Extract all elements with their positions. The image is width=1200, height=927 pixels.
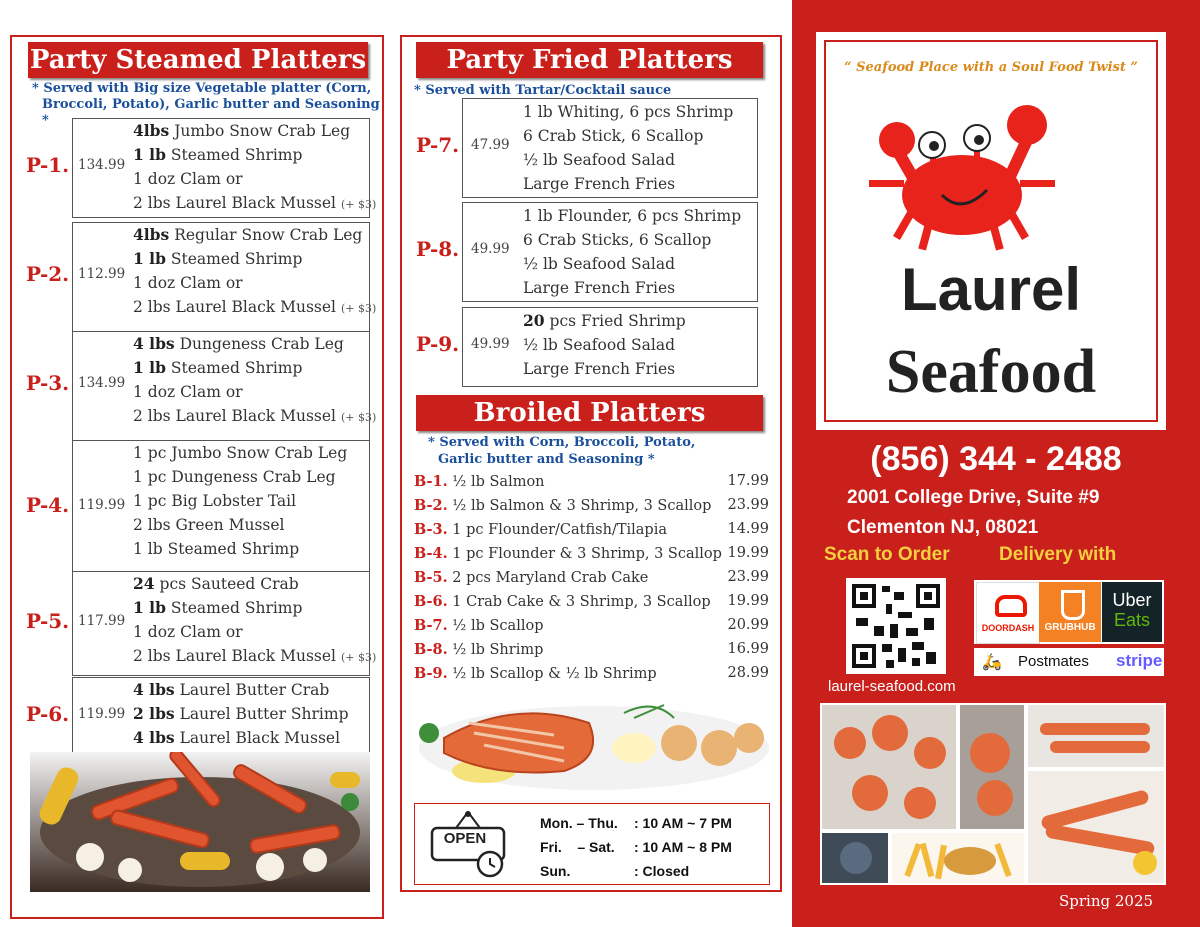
platter-line-text: Regular Snow Crab Leg: [174, 226, 363, 244]
broiled-code: B-4.: [414, 545, 448, 562]
delivery-logos: [974, 580, 1164, 644]
broiled-item: [414, 569, 769, 586]
platter-lines: [133, 223, 376, 321]
platter-line-text: 2 lbs Laurel Black Mussel: [133, 194, 337, 212]
postmates-icon: 🛵: [982, 652, 1002, 671]
platter-code: P-8.: [416, 237, 460, 261]
hours-days: Mon. – Thu.: [540, 815, 618, 831]
platter-line: [133, 726, 349, 750]
platter-line: [133, 404, 376, 430]
broiled-code: B-8.: [414, 641, 448, 658]
platter-line-text: 1 doz Clam or: [133, 170, 243, 188]
platter-lines: [523, 204, 741, 300]
platter-price: 117.99: [78, 612, 126, 629]
platter-price: 112.99: [78, 266, 126, 282]
platter-lines: [133, 119, 376, 217]
platter-line-text: 1 pc Jumbo Snow Crab Leg: [133, 444, 348, 462]
platter-code: P-1.: [26, 153, 70, 177]
broiled-code: B-1.: [414, 473, 448, 490]
broiled-price: 20.99: [727, 617, 769, 633]
platter-line-text: 2 lbs Green Mussel: [133, 516, 285, 534]
platter-line-qty: 1 lb: [133, 358, 166, 377]
broiled-item: [414, 641, 769, 658]
seafood-collage-photo: [820, 703, 1166, 885]
platter-price: 134.99: [78, 375, 126, 391]
platter-line: [133, 295, 376, 321]
broiled-name: 1 pc Flounder/Catfish/Tilapia: [452, 522, 667, 538]
platter-line: [133, 332, 376, 356]
platter-lines: [133, 441, 347, 561]
platter-line-text: 2 lbs Laurel Black Mussel: [133, 298, 337, 316]
platter-line: [523, 252, 741, 276]
platter-line: [133, 356, 376, 380]
platter-line: [523, 172, 733, 196]
broiled-price: 23.99: [727, 497, 769, 513]
platter-line-text: Steamed Shrimp: [170, 250, 303, 268]
hours-days: Fri. – Sat.: [540, 839, 615, 855]
doordash-icon: [995, 595, 1027, 617]
steamed-panel: [0, 0, 390, 927]
platter-price: 47.99: [471, 137, 510, 153]
platter-line-qty: 24: [133, 574, 155, 593]
platter-line-qty: 20: [523, 311, 545, 330]
steamed-note-line2: Broccoli, Potato), Garlic butter and Seasoning *: [42, 97, 380, 128]
platter-code: P-4.: [26, 493, 70, 517]
platter-line: [523, 204, 741, 228]
platter-line-text: Laurel Butter Crab: [179, 681, 330, 699]
platter-code: P-7.: [416, 133, 460, 157]
broiled-price: 16.99: [727, 641, 769, 657]
platter-line-text: 6 Crab Stick, 6 Scallop: [523, 127, 704, 145]
platter-line: [133, 644, 376, 670]
platter-line: [133, 271, 376, 295]
platter-line: [133, 537, 347, 561]
broiled-name: 1 pc Flounder & 3 Shrimp, 3 Scallop: [452, 546, 722, 562]
payment-logos: [974, 648, 1164, 676]
platter-line-qty: 1 lb: [133, 598, 166, 617]
broiled-note-line2: Garlic butter and Seasoning *: [438, 452, 655, 467]
platter-line-text: Large French Fries: [523, 175, 676, 193]
platter-line-qty: 4 lbs: [133, 334, 175, 353]
uber-label: Uber: [1112, 590, 1152, 610]
broiled-code: B-9.: [414, 665, 448, 682]
platter-line-text: 1 lb Steamed Shrimp: [133, 540, 300, 558]
platter-line: [133, 465, 347, 489]
platter-line-text: 1 pc Dungeness Crab Leg: [133, 468, 336, 486]
broiled-item: [414, 473, 769, 490]
platter-line-text: Large French Fries: [523, 279, 676, 297]
platter-line-text: 1 doz Clam or: [133, 623, 243, 641]
broiled-item: [414, 617, 769, 634]
platter-line-text: Dungeness Crab Leg: [179, 335, 344, 353]
open-sign-text: OPEN: [443, 830, 487, 847]
platter-line-text: Steamed Shrimp: [170, 599, 303, 617]
platter-price: 49.99: [471, 241, 510, 257]
platter-line-text: 1 lb Whiting, 6 pcs Shrimp: [523, 103, 734, 121]
address-line1: 2001 College Drive, Suite #9: [847, 487, 1100, 508]
platter-extra-charge: (+ $3): [340, 411, 377, 424]
platter-line: [523, 333, 686, 357]
broiled-code: B-3.: [414, 521, 448, 538]
ubereats-logo[interactable]: [1102, 582, 1162, 642]
qr-code[interactable]: [846, 578, 946, 674]
platter-line-text: 1 pc Big Lobster Tail: [133, 492, 297, 510]
hours-days: Sun.: [540, 863, 571, 879]
platter-line: [133, 620, 376, 644]
broiled-item: [414, 545, 769, 562]
platter-extra-charge: (+ $3): [340, 651, 377, 664]
platter-line-text: Steamed Shrimp: [170, 359, 303, 377]
platter-lines: [523, 309, 686, 381]
broiled-name: 2 pcs Maryland Crab Cake: [452, 570, 649, 586]
broiled-name: ½ lb Salmon & 3 Shrimp, 3 Scallop: [452, 498, 712, 514]
platter-line: [523, 276, 741, 300]
platter-price: 119.99: [78, 497, 126, 513]
broiled-name: ½ lb Scallop & ½ lb Shrimp: [452, 666, 657, 682]
brand-panel: [792, 0, 1200, 927]
crab-feast-photo: [30, 752, 370, 892]
platter-line: [133, 167, 376, 191]
platter-code: P-9.: [416, 332, 460, 356]
fried-panel: [392, 0, 790, 927]
platter-line-text: pcs Fried Shrimp: [549, 312, 686, 330]
platter-line-text: Jumbo Snow Crab Leg: [174, 122, 351, 140]
hours-time: : 10 AM ~ 8 PM: [634, 839, 732, 855]
platter-code: P-2.: [26, 262, 70, 286]
broiled-name: 1 Crab Cake & 3 Shrimp, 3 Scallop: [452, 594, 711, 610]
platter-line-text: Large French Fries: [523, 360, 676, 378]
hours-time: : Closed: [634, 863, 690, 879]
platter-line-text: 2 lbs Laurel Black Mussel: [133, 407, 337, 425]
broiled-price: 17.99: [727, 473, 769, 489]
broiled-name: ½ lb Scallop: [452, 618, 544, 634]
platter-code: P-5.: [26, 608, 70, 633]
tagline: “ Seafood Place with a Soul Food Twist ”: [844, 60, 1138, 75]
broiled-name: ½ lb Shrimp: [452, 642, 544, 658]
broiled-item: [414, 497, 769, 514]
website-link[interactable]: laurel-seafood.com: [828, 678, 956, 695]
platter-line-qty: 4 lbs: [133, 728, 175, 747]
platter-code: P-3.: [26, 371, 70, 395]
platter-price: 119.99: [78, 706, 126, 722]
platter-line: [133, 489, 347, 513]
crab-logo-icon: [862, 100, 1062, 255]
platter-line-qty: 1 lb: [133, 145, 166, 164]
platter-line: [133, 513, 347, 537]
platter-line: [523, 100, 733, 124]
broiled-code: B-2.: [414, 497, 448, 514]
platter-lines: [133, 572, 376, 670]
platter-line: [523, 357, 686, 381]
platter-line: [133, 441, 347, 465]
grubhub-icon: [1061, 590, 1085, 620]
platter-line: [523, 309, 686, 333]
platter-lines: [523, 100, 733, 196]
platter-line: [133, 247, 376, 271]
broiled-item: [414, 521, 769, 538]
platter-code: P-6.: [26, 702, 70, 726]
delivery-with-label: Delivery with: [999, 544, 1117, 565]
doordash-logo[interactable]: [976, 582, 1040, 644]
fried-note: * Served with Tartar/Cocktail sauce: [414, 83, 672, 98]
platter-line-text: 1 doz Clam or: [133, 274, 243, 292]
platter-line-qty: 4 lbs: [133, 680, 175, 699]
platter-line-text: Steamed Shrimp: [170, 146, 303, 164]
stripe-label: stripe: [1116, 651, 1163, 670]
platter-line: [133, 191, 376, 217]
platter-lines: [133, 678, 349, 750]
broiled-price: 19.99: [727, 545, 769, 561]
broiled-note-line1: * Served with Corn, Broccoli, Potato,: [428, 435, 696, 450]
broiled-price: 19.99: [727, 593, 769, 609]
platter-line-text: 1 lb Flounder, 6 pcs Shrimp: [523, 207, 742, 225]
scan-to-order-label: Scan to Order: [824, 544, 950, 565]
platter-line-text: ½ lb Seafood Salad: [523, 336, 676, 354]
platter-line: [133, 223, 376, 247]
broiled-price: 28.99: [727, 665, 769, 681]
platter-line: [133, 119, 376, 143]
platter-line: [133, 702, 349, 726]
brand-name-line1: Laurel: [900, 256, 1082, 323]
hours-time: : 10 AM ~ 7 PM: [634, 815, 732, 831]
platter-line: [133, 596, 376, 620]
eats-label: Eats: [1113, 610, 1151, 630]
season-label: Spring 2025: [1059, 892, 1154, 910]
broiled-price: 14.99: [727, 521, 769, 537]
platter-price: 134.99: [78, 157, 126, 173]
doordash-label: DOORDASH: [981, 623, 1035, 633]
platter-line: [133, 678, 349, 702]
platter-line: [523, 228, 741, 252]
address-line2: Clementon NJ, 08021: [847, 517, 1039, 538]
platter-line: [523, 148, 733, 172]
platter-line-text: 1 doz Clam or: [133, 383, 243, 401]
phone-number[interactable]: (856) 344 - 2488: [870, 440, 1122, 478]
platter-extra-charge: (+ $3): [340, 302, 377, 315]
platter-line: [133, 143, 376, 167]
platter-lines: [133, 332, 376, 430]
platter-line: [133, 572, 376, 596]
broiled-item: [414, 593, 769, 610]
platter-line-text: ½ lb Seafood Salad: [523, 151, 676, 169]
broiled-item: [414, 665, 769, 682]
broiled-code: B-7.: [414, 617, 448, 634]
platter-line-text: Laurel Butter Shrimp: [179, 705, 349, 723]
platter-extra-charge: (+ $3): [340, 198, 377, 211]
platter-line-text: 6 Crab Sticks, 6 Scallop: [523, 231, 712, 249]
grubhub-label: GRUBHUB: [1044, 622, 1096, 633]
salmon-scallop-photo: [414, 693, 774, 793]
broiled-title: Broiled Platters: [416, 395, 763, 431]
platter-line-qty: 2 lbs: [133, 704, 175, 723]
postmates-label: Postmates: [1018, 653, 1089, 670]
platter-line-text: Laurel Black Mussel: [179, 729, 341, 747]
broiled-code: B-6.: [414, 593, 448, 610]
platter-line: [133, 380, 376, 404]
platter-line: [523, 124, 733, 148]
platter-price: 49.99: [471, 336, 510, 352]
brand-name-line2: Seafood: [885, 338, 1097, 406]
platter-line-text: pcs Sauteed Crab: [159, 575, 299, 593]
grubhub-logo[interactable]: [1039, 582, 1101, 642]
platter-line-qty: 4lbs: [133, 121, 170, 140]
steamed-title: Party Steamed Platters: [28, 42, 368, 78]
fried-title: Party Fried Platters: [416, 42, 763, 78]
platter-line-text: 2 lbs Laurel Black Mussel: [133, 647, 337, 665]
broiled-name: ½ lb Salmon: [452, 474, 545, 490]
broiled-price: 23.99: [727, 569, 769, 585]
steamed-note-line1: * Served with Big size Vegetable platter (Corn,: [32, 81, 372, 96]
broiled-code: B-5.: [414, 569, 448, 586]
platter-line-text: ½ lb Seafood Salad: [523, 255, 676, 273]
platter-line-qty: 1 lb: [133, 249, 166, 268]
platter-line-qty: 4lbs: [133, 225, 170, 244]
